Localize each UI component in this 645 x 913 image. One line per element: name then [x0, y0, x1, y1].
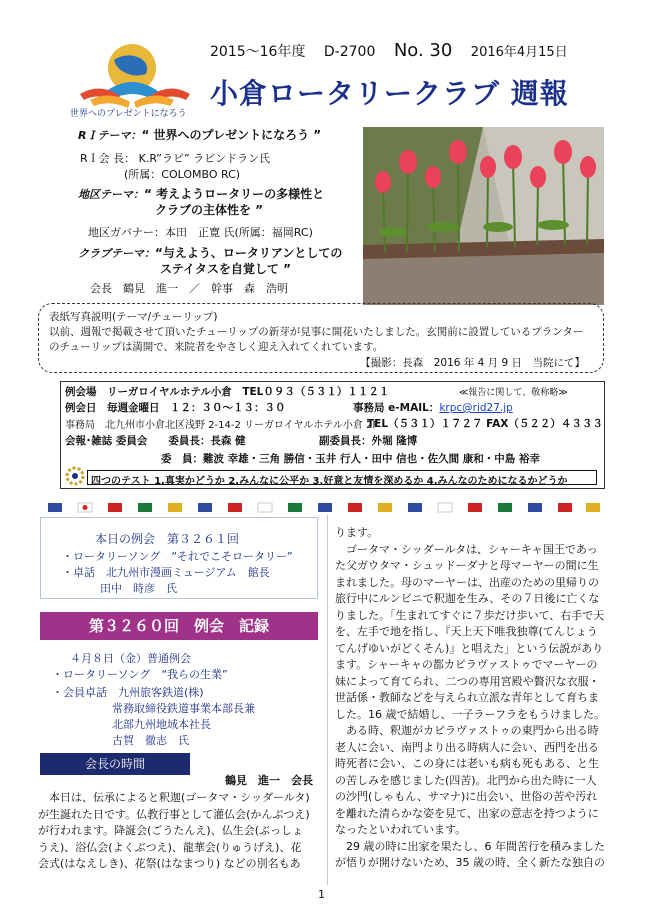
cover-photo-tulips	[363, 127, 604, 305]
report-speech-3: 北部九州地域本社長	[112, 718, 211, 731]
rotary-wheel-icon	[65, 466, 85, 486]
report-speech-2: 常務取締役鉄道事業本部長兼	[112, 702, 255, 715]
office-address: 事務局 北九州市小倉北区浅野 2-14-2 リーガロイヤルホテル小倉 2F	[65, 420, 379, 431]
meeting-note: ≪報告に関して、敬称略≫	[459, 388, 568, 398]
meeting-day: 例会日 毎週金曜日 １２：３０～１３：３０	[65, 402, 286, 414]
ri-theme: RＩテーマ：“ 世界へのプレゼントになろう ”	[78, 128, 322, 142]
district-governor: 地区ガバナー：本田 正寛 氏(所属：福岡RC)	[88, 226, 313, 239]
text-line: 会式(はなえしき)、花祭(はなまつり) などの別名もあ	[38, 857, 301, 870]
text-line: が悟りが開けないため、35 歳の時、全く新たな独自の	[335, 856, 606, 869]
page-number: 1	[318, 888, 325, 901]
caption-line-2: のチューリップは満開で、来院者をやさしく迎え入れてくれています。	[49, 341, 384, 354]
text-line: 旅行中にルンビニで釈迦を生み、その７日後に亡くな	[335, 592, 600, 605]
text-line: した。16 歳で結婚し、一子ラーフラをもうけました。	[335, 707, 605, 721]
today-song: ・ロータリーソング “それでこそロータリー”	[62, 550, 293, 563]
text-line: が生誕れた日です。仏教行事として灌仏会(かんぶつえ)	[38, 807, 310, 821]
today-meeting-title: 本日の例会 第３２６１回	[95, 532, 240, 546]
meeting-info-box	[60, 381, 605, 489]
text-line: ります。	[335, 526, 379, 539]
text-line: 老人に会い、南門より出る時病人に会い、西門を出る	[335, 740, 599, 754]
text-line: た父ガウタマ・シュッドーダナと母マーヤーの間に生	[335, 559, 599, 572]
text-line: の沙門(しゃもん、サマナ)に出会い、世俗の苦や汚れ	[335, 790, 598, 803]
chair-time-bar: 会長の時間	[40, 753, 190, 775]
text-line: てんげゆいがどくそん)』と唱えた」という伝説があり	[335, 641, 604, 655]
report-speech-1: ・会員卓話 九州旅客鉄道(株)	[52, 686, 204, 699]
club-theme-2: ステイタスを自覚して ”	[160, 262, 291, 276]
text-line: 妹によって育てられ、二つの専用宮殿や贅沢な衣服・	[335, 674, 600, 688]
chair-text-left	[38, 790, 310, 873]
caption-credit: 【撮影：長森 2016 年 4 月 9 日 当院にて】	[360, 356, 585, 369]
meeting-venue: 例会場 リーガロイヤルホテル小倉 TEL０９３（５３１）１１２１	[65, 386, 390, 398]
text-line: を、左手で地を指し、『天上天下唯我独尊(てんじょう	[335, 625, 598, 638]
chair-name: 鶴見 進一 会長	[225, 774, 313, 787]
issue-line	[210, 40, 582, 61]
text-line: の苦しみを感じました(四苦)。北門から出た時に一人	[335, 773, 597, 787]
text-line: ある時、釈迦がカピラヴァストゥの東門から出る時	[335, 724, 599, 737]
text-line: まれました。母のマーヤーは、出産のための里帰りの	[335, 575, 599, 589]
ri-president: RＩ会 長： K.R”ラビ” ラビンドラン氏	[80, 152, 271, 165]
report-speech-4: 古賀 徹志 氏	[112, 734, 189, 747]
text-line: 世話係・教師などを与えられ立派な青年として育ちま	[335, 691, 599, 704]
flags-strip	[38, 499, 604, 511]
district-theme-2: クラブの主体性を ”	[155, 203, 264, 217]
office-tel: TEL（５３１）１７２７ FAX（５２２）４３３３	[367, 418, 603, 430]
text-line: りました。｢生まれてすぐに７歩だけ歩いて、右手で天	[335, 608, 605, 622]
committee: 会報･雑誌 委員会 委員長：長森 健 副委員長：外堀 隆博	[65, 435, 418, 447]
office-email: 事務局 e-MAIL：krpc@rid27.jp	[353, 402, 513, 414]
column-divider	[327, 515, 328, 885]
ri-president-affiliation: (所属：COLOMBO RC)	[124, 168, 241, 181]
four-way-test: 四つのテスト 1.真実かどうか 2.みんなに公平か 3.好意と友情を深めるか 4.みんなのためになるかどうか	[87, 470, 597, 485]
text-line: 29 歳の時に出家を果たし、6 年間苦行を積みました	[335, 839, 605, 853]
fiscal-year: 2015～16年度	[210, 44, 306, 60]
today-speech-1: ・卓話 北九州市漫画ミュージアム 館長	[62, 566, 270, 579]
issue-date: 2016年4月15日	[470, 45, 568, 60]
text-line: が行われます。降誕会(ごうたんえ)、仏生会(ぶっしょ	[38, 824, 303, 837]
committee-members: 委 員：難波 幸雄・三角 勝信・玉井 行人・田中 信也・佐久間 康和・中島 裕幸	[161, 453, 540, 465]
text-line: ゴータマ・シッダールタは、シャーキャ国王であっ	[335, 542, 598, 556]
district: D-2700	[323, 44, 376, 60]
logo-caption: 世界へのプレゼントになろう	[70, 109, 187, 119]
caption-title: 表紙写真説明(テーマ/チューリップ)	[49, 311, 218, 323]
today-speech-2: 田中 時彦 氏	[100, 582, 177, 595]
report-date: ４月８日（金）普通例会	[70, 652, 191, 665]
district-theme: 地区テーマ：“ 考えようロータリーの多様性と	[78, 187, 325, 201]
flag-icons	[48, 503, 600, 512]
issue-number: No. 30	[393, 40, 453, 61]
chair-text-right	[335, 525, 605, 872]
report-song: ・ロータリーソング “我らの生業”	[52, 668, 228, 681]
page-title: 小倉ロータリークラブ 週報	[210, 77, 569, 110]
text-line: なったといわれています。	[335, 823, 467, 836]
meeting-report-bar: 第３２６０回 例会 記録	[40, 612, 318, 640]
officers: 会長 鶴見 進一 ／ 幹事 森 浩明	[90, 282, 288, 295]
text-line: 時死者に会い、この身には老いも病も死もある、と生	[335, 757, 599, 770]
caption-line-1: 以前、週報で掲載させて頂いたチューリップの新芽が見事に開花いたしました。玄関前に設置しているプランター	[49, 326, 584, 339]
club-theme: クラブテーマ：“与えよう、ロータリアンとしての	[78, 246, 343, 260]
text-line: 本日は、伝承によると釈迦(ゴータマ・シッダールタ)	[38, 791, 310, 804]
photo-caption-box	[38, 303, 604, 373]
text-line: ます。シャーキャの都カピラヴァストゥでマーヤーの	[335, 658, 598, 671]
email-link[interactable]: krpc@rid27.jp	[439, 402, 513, 414]
text-line: を離れた清らかな姿を見て、出家の意志を持つように	[335, 806, 599, 820]
text-line: うえ)、浴仏会(よくぶつえ)、龍華会(りゅうげえ)、花	[38, 840, 302, 854]
